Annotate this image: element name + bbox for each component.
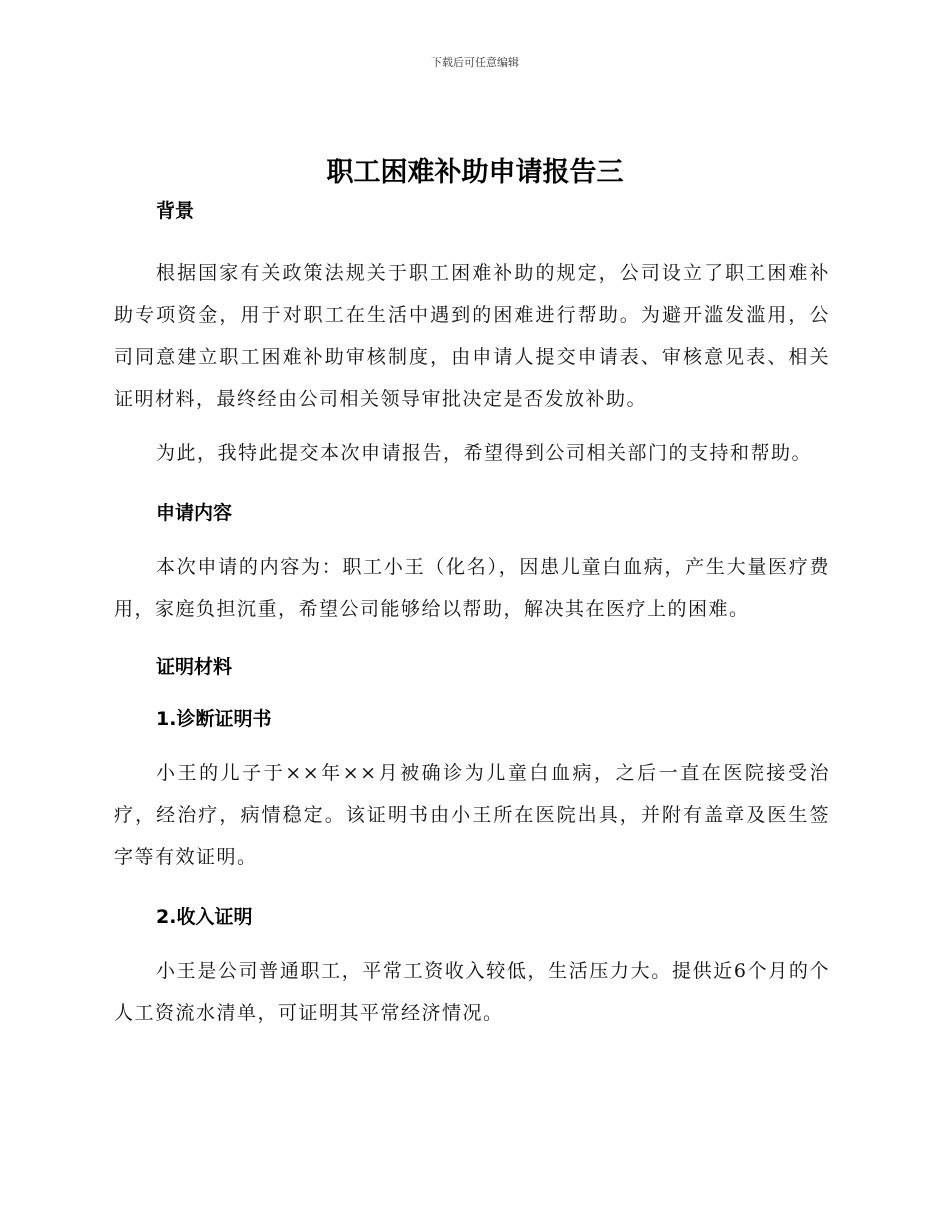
section-heading: 1.诊断证明书 [156, 708, 272, 730]
subsection-income-proof [114, 902, 830, 1034]
subsection-diagnosis-certificate [114, 704, 830, 878]
section-heading: 2.收入证明 [156, 906, 253, 928]
paragraph: 根据国家有关政策法规关于职工困难补助的规定，公司设立了职工困难补助专项资金，用于对职工在生活中遇到的困难进行帮助。为避开滥发滥用，公司同意建立职工困难补助审核制度，由申请人提交申请表、审核意见表、相关证明材料，最终经由公司相关领导审批决定是否发放补助。 [114, 262, 830, 410]
section-heading: 背景 [156, 200, 195, 222]
section-background [114, 196, 830, 474]
document-body [114, 196, 830, 1034]
section-heading: 申请内容 [156, 502, 233, 524]
document-title: 职工困难补助申请报告三 [326, 157, 624, 188]
header-note: 下载后可任意编辑 [431, 56, 519, 69]
section-application-content [114, 498, 830, 630]
paragraph: 为此，我特此提交本次申请报告，希望得到公司相关部门的支持和帮助。 [156, 442, 813, 464]
paragraph: 小王是公司普通职工，平常工资收入较低，生活压力大。提供近6个月的个人工资流水清单，可证明其平常经济情况。 [114, 960, 830, 1024]
section-evidence [114, 652, 830, 682]
paragraph: 本次申请的内容为：职工小王（化名），因患儿童白血病，产生大量医疗费用，家庭负担沉重，希望公司能够给以帮助，解决其在医疗上的困难。 [114, 556, 830, 620]
paragraph: 小王的儿子于××年××月被确诊为儿童白血病，之后一直在医院接受治疗，经治疗，病情稳定。该证明书由小王所在医院出具，并附有盖章及医生签字等有效证明。 [114, 762, 830, 868]
section-heading: 证明材料 [156, 656, 233, 678]
